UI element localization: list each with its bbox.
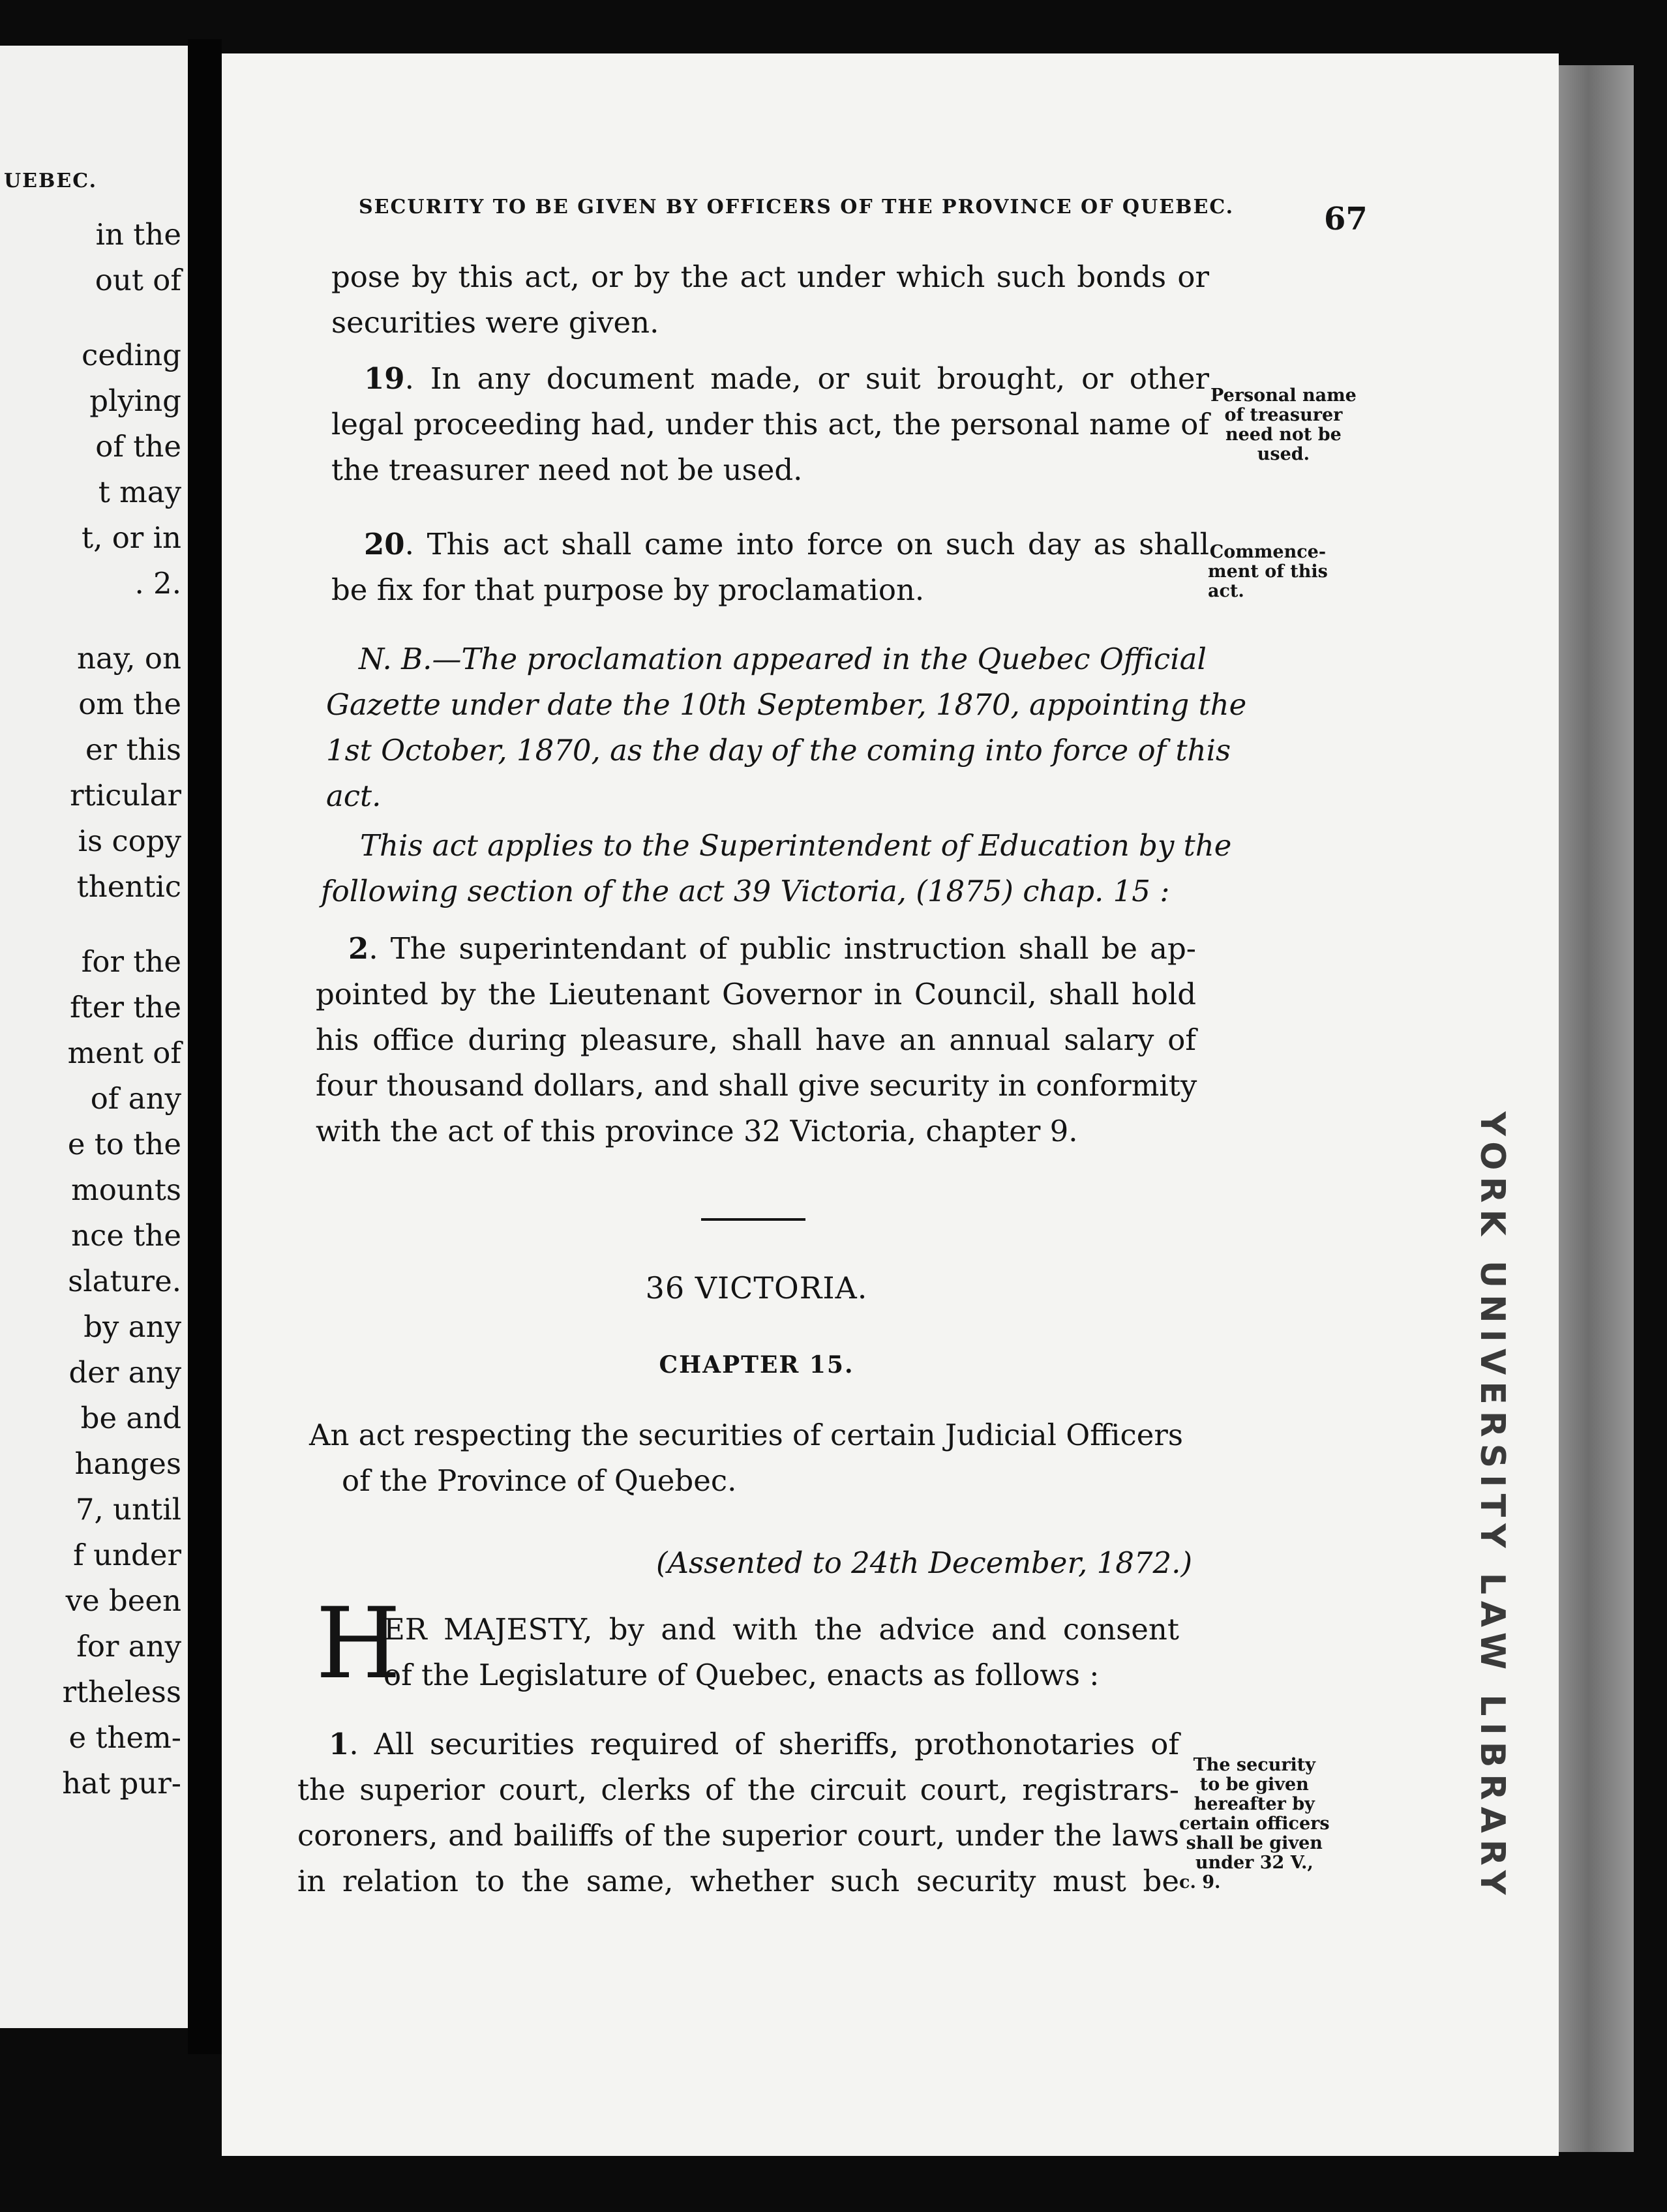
text-line: securities were given. bbox=[331, 305, 659, 340]
text-line: An act respecting the securities of certain Judicial Officers bbox=[309, 1418, 1183, 1452]
text-line: . All securities required of sheriffs, prothonotaries of bbox=[349, 1727, 1179, 1761]
left-page-line: for the bbox=[81, 944, 181, 979]
left-page-line: plying bbox=[89, 383, 181, 418]
text-line: of the Province of Quebec. bbox=[342, 1463, 737, 1498]
text-line: . The superintendant of public instruction shall be ap- bbox=[368, 931, 1196, 966]
section-number: 2 bbox=[348, 931, 369, 966]
left-page-line: . 2. bbox=[134, 566, 181, 601]
left-page-line: ceding bbox=[82, 338, 181, 372]
left-page-line bbox=[0, 303, 188, 333]
left-page-line: rtheless bbox=[62, 1675, 181, 1709]
section-1 bbox=[297, 1722, 1179, 1904]
text-line: be fix for that purpose by proclamation. bbox=[331, 573, 925, 607]
applies-paragraph bbox=[321, 823, 1232, 914]
text-line: the treasurer need not be used. bbox=[331, 453, 803, 487]
left-page-line: of the bbox=[95, 429, 181, 464]
text-line: of the Legislature of Quebec, enacts as follows : bbox=[383, 1658, 1100, 1692]
enacting-clause bbox=[383, 1607, 1179, 1698]
left-running-head: UEBEC. bbox=[4, 170, 98, 192]
text-line: pose by this act, or by the act under which such bonds or bbox=[331, 260, 1209, 294]
left-page-line: t may bbox=[98, 475, 181, 509]
text-line: act. bbox=[326, 779, 382, 813]
text-line: . In any document made, or suit brought, or other bbox=[404, 361, 1209, 396]
left-page-line: by any bbox=[83, 1309, 181, 1344]
left-page-line: is copy bbox=[78, 824, 181, 858]
chapter-heading: CHAPTER 15. bbox=[659, 1351, 854, 1379]
page-number: 67 bbox=[1324, 201, 1368, 237]
text-line: This act applies to the Superintendent of Education by the bbox=[360, 828, 1232, 863]
left-page-line: nce the bbox=[71, 1218, 181, 1253]
left-page-line: slature. bbox=[68, 1264, 181, 1298]
text-line: ER MAJESTY, by and with the advice and consent bbox=[383, 1612, 1179, 1647]
left-page-line: for any bbox=[76, 1629, 181, 1664]
section-number: 20 bbox=[364, 527, 405, 561]
section-number: 19 bbox=[364, 361, 405, 396]
left-page-line: t, or in bbox=[82, 520, 181, 555]
section-19 bbox=[331, 356, 1209, 493]
left-page-line bbox=[0, 910, 188, 939]
left-page-lines bbox=[0, 212, 188, 1806]
text-line: Gazette under date the 10th September, 1870, appointing the bbox=[326, 687, 1247, 722]
margin-note-commencement: Commence- ment of this act. bbox=[1208, 542, 1328, 601]
text-line: . This act shall came into force on such day as shall bbox=[404, 527, 1209, 561]
running-head: SECURITY TO BE GIVEN BY OFFICERS OF THE PROVINCE OF QUEBEC. bbox=[359, 196, 1235, 218]
section-2 bbox=[316, 926, 1196, 1154]
drop-cap: H bbox=[316, 1587, 401, 1701]
text-line: following section of the act 39 Victoria, (1875) chap. 15 : bbox=[321, 874, 1170, 908]
left-page-line: mounts bbox=[71, 1173, 181, 1207]
left-page-line: out of bbox=[95, 263, 181, 297]
left-page-line: hat pur- bbox=[62, 1766, 181, 1801]
library-stamp: YORK UNIVERSITY LAW LIBRARY bbox=[1473, 1111, 1512, 1902]
left-page-line: nay, on bbox=[77, 641, 181, 676]
text-line: N. B.—The proclamation appeared in the Quebec Official bbox=[359, 642, 1207, 676]
section-20 bbox=[331, 522, 1209, 613]
left-page-line: in the bbox=[95, 217, 181, 252]
text-line: legal proceeding had, under this act, the personal name of bbox=[331, 407, 1209, 441]
text-line: with the act of this province 32 Victoria, chapter 9. bbox=[316, 1114, 1078, 1148]
left-page-line: of any bbox=[90, 1081, 181, 1116]
book-gutter bbox=[188, 39, 222, 2054]
left-page-line: hanges bbox=[74, 1446, 181, 1481]
binding-strip bbox=[1559, 65, 1634, 2152]
left-page-line: er this bbox=[85, 732, 181, 767]
left-page-line: be and bbox=[80, 1401, 181, 1435]
left-page-line: rticular bbox=[70, 778, 181, 813]
section-number: 1 bbox=[329, 1727, 350, 1761]
left-page-line: ve been bbox=[65, 1583, 181, 1618]
left-page-line: der any bbox=[68, 1355, 181, 1390]
left-page-line: om the bbox=[78, 687, 181, 721]
text-line: in relation to the same, whether such security must be bbox=[297, 1864, 1179, 1898]
text-line: four thousand dollars, and shall give security in conformity bbox=[316, 1068, 1197, 1103]
act-title bbox=[309, 1412, 1183, 1504]
text-line: 1st October, 1870, as the day of the coming into force of this bbox=[326, 733, 1231, 768]
left-page-line bbox=[0, 606, 188, 636]
statute-heading: 36 VICTORIA. bbox=[645, 1270, 868, 1306]
left-page-line: e to the bbox=[67, 1127, 181, 1161]
assent-date: (Assented to 24th December, 1872.) bbox=[656, 1546, 1192, 1580]
text-line: pointed by the Lieutenant Governor in Council, shall hold bbox=[316, 977, 1196, 1011]
nb-paragraph bbox=[326, 636, 1247, 819]
left-page-line: e them- bbox=[68, 1720, 181, 1755]
previous-page-fragment bbox=[0, 46, 188, 2028]
left-page-line: thentic bbox=[76, 869, 181, 904]
text-line: coroners, and bailiffs of the superior court, under the laws bbox=[297, 1818, 1179, 1853]
left-page-line: ment of bbox=[67, 1036, 181, 1070]
text-line: his office during pleasure, shall have an annual salary of bbox=[316, 1023, 1196, 1057]
margin-note-security: The security to be given hereafter by certain officers shall be given under 32 V., c. 9. bbox=[1179, 1755, 1330, 1892]
left-page-line: f under bbox=[73, 1538, 181, 1572]
left-page-line: fter the bbox=[70, 990, 181, 1024]
margin-note-personal-name: Personal name of treasurer need not be used. bbox=[1210, 385, 1357, 464]
continuation-paragraph bbox=[331, 254, 1209, 346]
section-divider bbox=[701, 1218, 805, 1221]
left-page-line: 7, until bbox=[75, 1492, 181, 1527]
text-line: the superior court, clerks of the circuit court, registrars- bbox=[297, 1772, 1179, 1807]
